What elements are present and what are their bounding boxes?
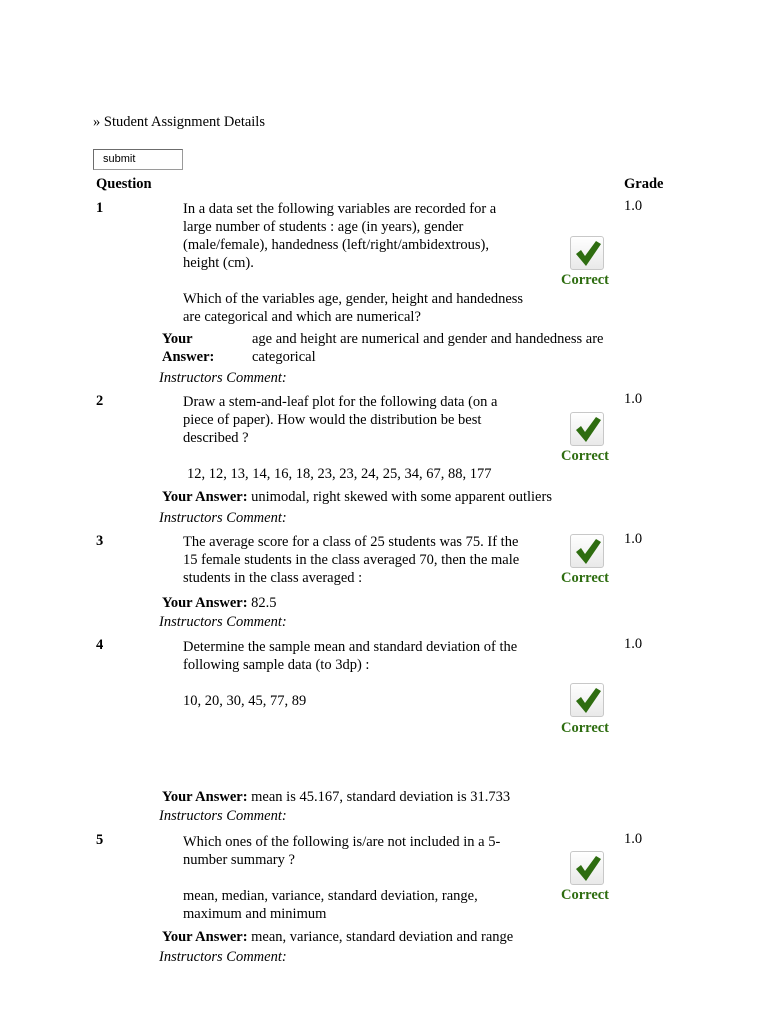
- question-column-header: Question: [96, 176, 152, 192]
- checkmark-icon: [570, 412, 604, 446]
- instructors-comment-label: Instructors Comment:: [159, 614, 287, 630]
- checkmark-icon: [570, 851, 604, 885]
- question-text: [183, 638, 528, 710]
- question-text: [183, 200, 528, 326]
- your-answer-value: mean is 45.167, standard deviation is 31.733: [251, 789, 511, 805]
- grade-column-header: Grade: [624, 176, 664, 192]
- question-number: 5: [96, 832, 104, 848]
- your-answer-label: Your Answer:: [162, 331, 215, 365]
- question-number: 4: [96, 637, 104, 653]
- question-number: 2: [96, 393, 104, 409]
- submit-button[interactable]: submit: [93, 149, 183, 170]
- grade-value: 1.0: [624, 636, 643, 652]
- correct-status: Correct: [560, 448, 610, 464]
- question-text: [183, 833, 528, 923]
- correct-status: Correct: [560, 720, 610, 736]
- checkmark-icon: [570, 236, 604, 270]
- correct-status: Correct: [560, 887, 610, 903]
- question-data: 10, 20, 30, 45, 77, 89: [183, 693, 307, 709]
- grade-value: 1.0: [624, 831, 643, 847]
- question-prompt: Which ones of the following is/are not included in a 5-number summary ?: [183, 834, 501, 868]
- your-answer-label: Your Answer:: [162, 595, 248, 611]
- your-answer-value: age and height are numerical and gender and handedness are categorical: [252, 331, 604, 365]
- your-answer-row: [162, 788, 510, 806]
- your-answer-row: [162, 594, 277, 612]
- your-answer-value: mean, variance, standard deviation and range: [251, 929, 514, 945]
- correct-status: Correct: [560, 272, 610, 288]
- question-prompt-detail: Which of the variables age, gender, height and handedness are categorical and which are numerical?: [183, 291, 524, 325]
- your-answer-row: [162, 928, 513, 946]
- grade-value: 1.0: [624, 391, 643, 407]
- correct-status: Correct: [560, 570, 610, 586]
- your-answer-label: Your Answer:: [162, 929, 248, 945]
- your-answer-value: 82.5: [251, 595, 277, 611]
- question-number: 3: [96, 533, 104, 549]
- instructors-comment-label: Instructors Comment:: [159, 808, 287, 824]
- grade-value: 1.0: [624, 198, 643, 214]
- question-prompt: Determine the sample mean and standard deviation of the following sample data (to 3dp) :: [183, 639, 518, 673]
- grade-value: 1.0: [624, 531, 643, 547]
- question-text: [183, 533, 528, 587]
- checkmark-icon: [570, 534, 604, 568]
- question-data: 12, 12, 13, 14, 16, 18, 23, 23, 24, 25, 34, 67, 88, 177: [187, 466, 492, 482]
- checkmark-icon: [570, 683, 604, 717]
- instructors-comment-label: Instructors Comment:: [159, 949, 287, 965]
- instructors-comment-label: Instructors Comment:: [159, 510, 287, 526]
- your-answer-label: Your Answer:: [162, 789, 248, 805]
- your-answer-row: [162, 488, 552, 506]
- question-number: 1: [96, 200, 104, 216]
- your-answer-label: Your Answer:: [162, 489, 248, 505]
- your-answer-value: unimodal, right skewed with some apparent outliers: [251, 489, 552, 505]
- question-prompt: Draw a stem-and-leaf plot for the following data (on a piece of paper). How would the distribution be best described ?: [183, 394, 498, 446]
- question-options: mean, median, variance, standard deviation, range, maximum and minimum: [183, 888, 478, 922]
- question-prompt: The average score for a class of 25 students was 75. If the 15 female students in the class averaged 70, then the male students in the class averaged :: [183, 534, 520, 586]
- instructors-comment-label: Instructors Comment:: [159, 370, 287, 386]
- question-text: [183, 393, 528, 483]
- breadcrumb: » Student Assignment Details: [93, 114, 265, 130]
- question-prompt: In a data set the following variables are recorded for a large number of students : age (in years), gender (male/female), handedness (left/right/ambidextrous), height (cm).: [183, 201, 497, 271]
